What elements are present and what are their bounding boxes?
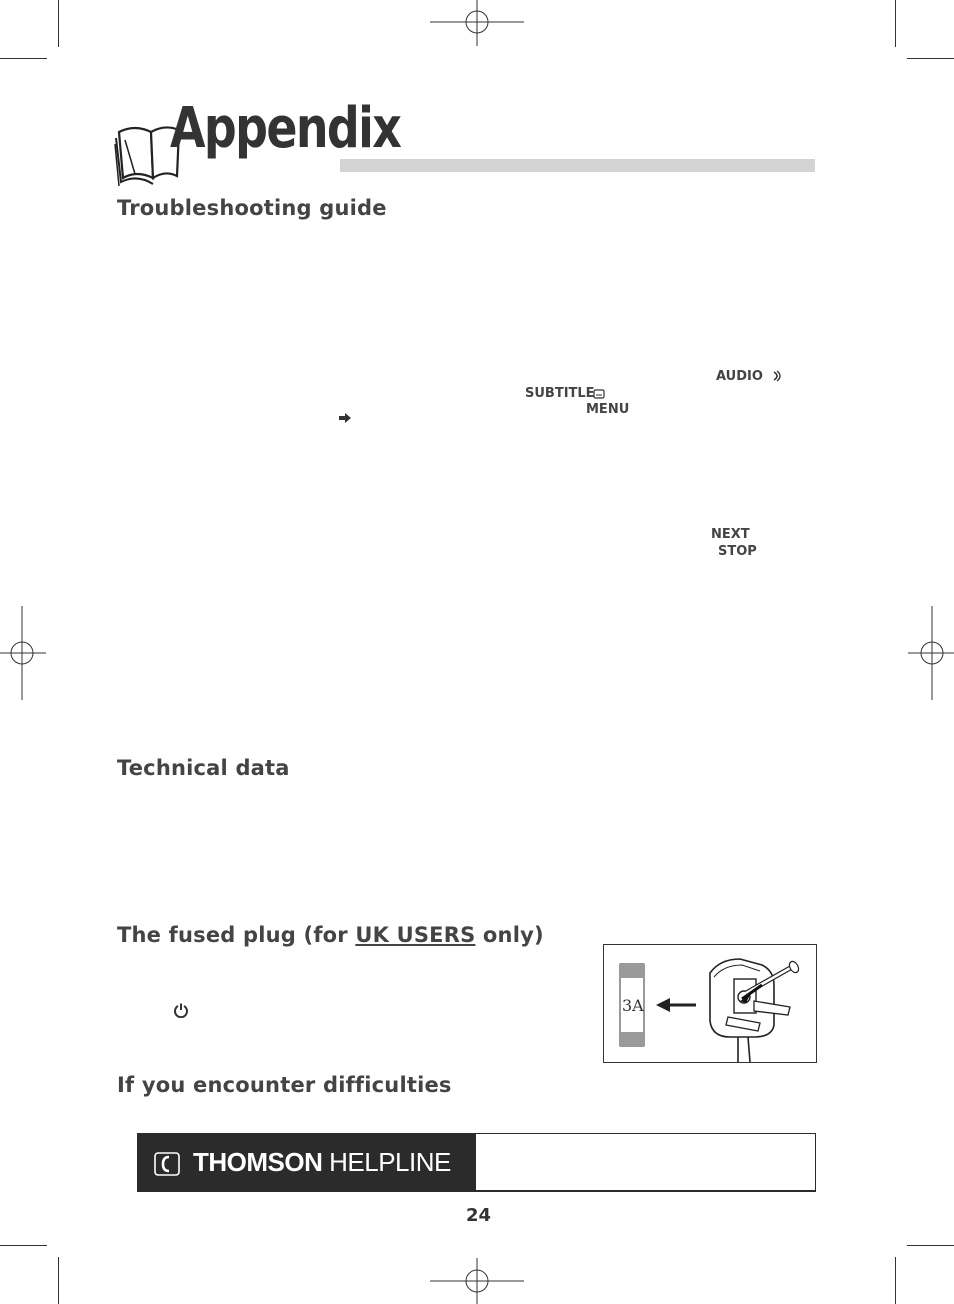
arrow-right-icon — [338, 412, 352, 424]
fused-plug-heading-suffix: only) — [475, 923, 544, 947]
phone-icon — [154, 1152, 180, 1176]
helpline-banner — [138, 1134, 476, 1190]
audio-button-label: AUDIO — [716, 369, 763, 384]
helpline-label: HELPLINE — [329, 1147, 451, 1177]
menu-button-label: MENU — [586, 402, 630, 417]
troubleshooting-heading: Troubleshooting guide — [117, 196, 387, 220]
crop-mark — [907, 58, 954, 59]
crop-mark — [58, 1257, 59, 1304]
page-number: 24 — [466, 1205, 492, 1226]
difficulties-heading: If you encounter difficulties — [117, 1073, 452, 1097]
subtitle-icon — [593, 389, 605, 399]
registration-mark-left — [0, 606, 46, 700]
next-button-label: NEXT — [711, 527, 750, 542]
fused-plug-heading-uk: UK USERS — [355, 923, 476, 947]
title-bar — [340, 159, 815, 172]
registration-mark-top — [430, 0, 524, 46]
power-icon — [173, 1002, 189, 1018]
crop-mark — [895, 0, 896, 47]
helpline-box — [137, 1133, 816, 1192]
plug-illustration — [603, 944, 817, 1063]
subtitle-button-label: SUBTITLE — [525, 386, 595, 401]
page-title: Appendix — [170, 96, 401, 161]
fused-plug-heading — [117, 923, 544, 947]
fuse-rating-label: 3A — [622, 996, 644, 1015]
crop-mark — [895, 1257, 896, 1304]
fused-plug-heading-prefix: The fused plug (for — [117, 923, 356, 947]
registration-mark-bottom — [430, 1258, 524, 1304]
stop-button-label: STOP — [718, 544, 757, 559]
crop-mark — [0, 1245, 47, 1246]
helpline-title — [193, 1147, 451, 1178]
crop-mark — [907, 1245, 954, 1246]
audio-icon — [771, 369, 783, 383]
registration-mark-right — [908, 606, 954, 700]
crop-mark — [0, 58, 47, 59]
crop-mark — [58, 0, 59, 47]
helpline-brand: THOMSON — [193, 1147, 323, 1177]
technical-data-heading: Technical data — [117, 756, 290, 780]
